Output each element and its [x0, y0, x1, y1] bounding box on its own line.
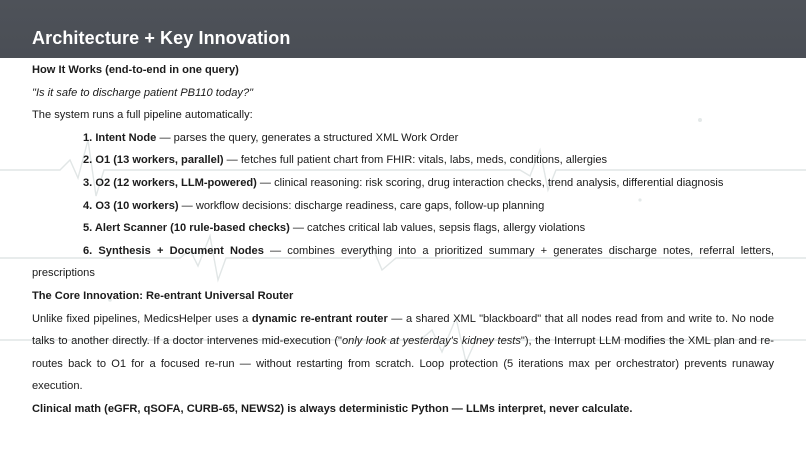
- step-name: 4. O3 (10 workers): [83, 199, 179, 212]
- doctor-intervention-quote: only look at yesterday's kidney tests: [342, 335, 521, 348]
- step-item-synthesis: [32, 240, 774, 285]
- step-item-o2: [32, 172, 774, 195]
- core-innovation-heading: The Core Innovation: Re-entrant Universal Router: [32, 289, 294, 302]
- step-desc: — workflow decisions: discharge readiness, care gaps, follow-up planning: [178, 199, 545, 212]
- clinical-math-statement: Clinical math (eGFR, qSOFA, CURB-65, NEWS2) is always deterministic Python — LLMs interpret, never calculate.: [32, 402, 633, 415]
- step-item-o3: [32, 195, 774, 218]
- example-query: "Is it safe to discharge patient PB110 today?": [32, 86, 254, 99]
- step-desc: — parses the query, generates a structured XML Work Order: [156, 131, 459, 144]
- router-emphasis: dynamic re-entrant router: [251, 312, 388, 325]
- step-item-intent: [32, 127, 774, 150]
- paragraph-text: — a shared XML "blackboard" that all nodes read from and write to. No node talks to another directly. If a doctor intervenes mid-execution (": [32, 312, 774, 348]
- step-name: 5. Alert Scanner (10 rule-based checks): [83, 222, 290, 235]
- step-name: 3. O2 (12 workers, LLM-powered): [83, 176, 257, 189]
- how-it-works-heading: How It Works (end-to-end in one query): [32, 64, 239, 76]
- slide-body: [32, 59, 774, 421]
- pipeline-intro: The system runs a full pipeline automatically:: [32, 109, 253, 122]
- title-bar: [0, 0, 806, 58]
- paragraph-text: Unlike fixed pipelines, MedicsHelper uses a: [32, 312, 252, 325]
- step-name: 1. Intent Node: [83, 131, 157, 144]
- step-item-o1: [32, 149, 774, 172]
- core-innovation-paragraph: [32, 308, 774, 398]
- step-desc: — clinical reasoning: risk scoring, drug interaction checks, trend analysis, differential diagnosis: [256, 176, 724, 189]
- step-desc: — combines everything into a prioritized summary + generates discharge notes, referral letters, prescriptions: [32, 244, 774, 280]
- step-name: 2. O1 (13 workers, parallel): [83, 154, 224, 167]
- step-name: 6. Synthesis + Document Nodes: [83, 244, 264, 257]
- slide-title: Architecture + Key Innovation: [32, 28, 291, 48]
- paragraph-text: "), the Interrupt LLM modifies the XML plan and re-routes back to O1 for a focused re-run — without restarting from scratch. Loop protection (5 iterations max per orchestrator) prevents runaway execution.: [32, 335, 774, 393]
- step-item-alert-scanner: [32, 217, 774, 240]
- step-desc: — catches critical lab values, sepsis flags, allergy violations: [289, 222, 586, 235]
- step-desc: — fetches full patient chart from FHIR: vitals, labs, meds, conditions, allergies: [223, 154, 608, 167]
